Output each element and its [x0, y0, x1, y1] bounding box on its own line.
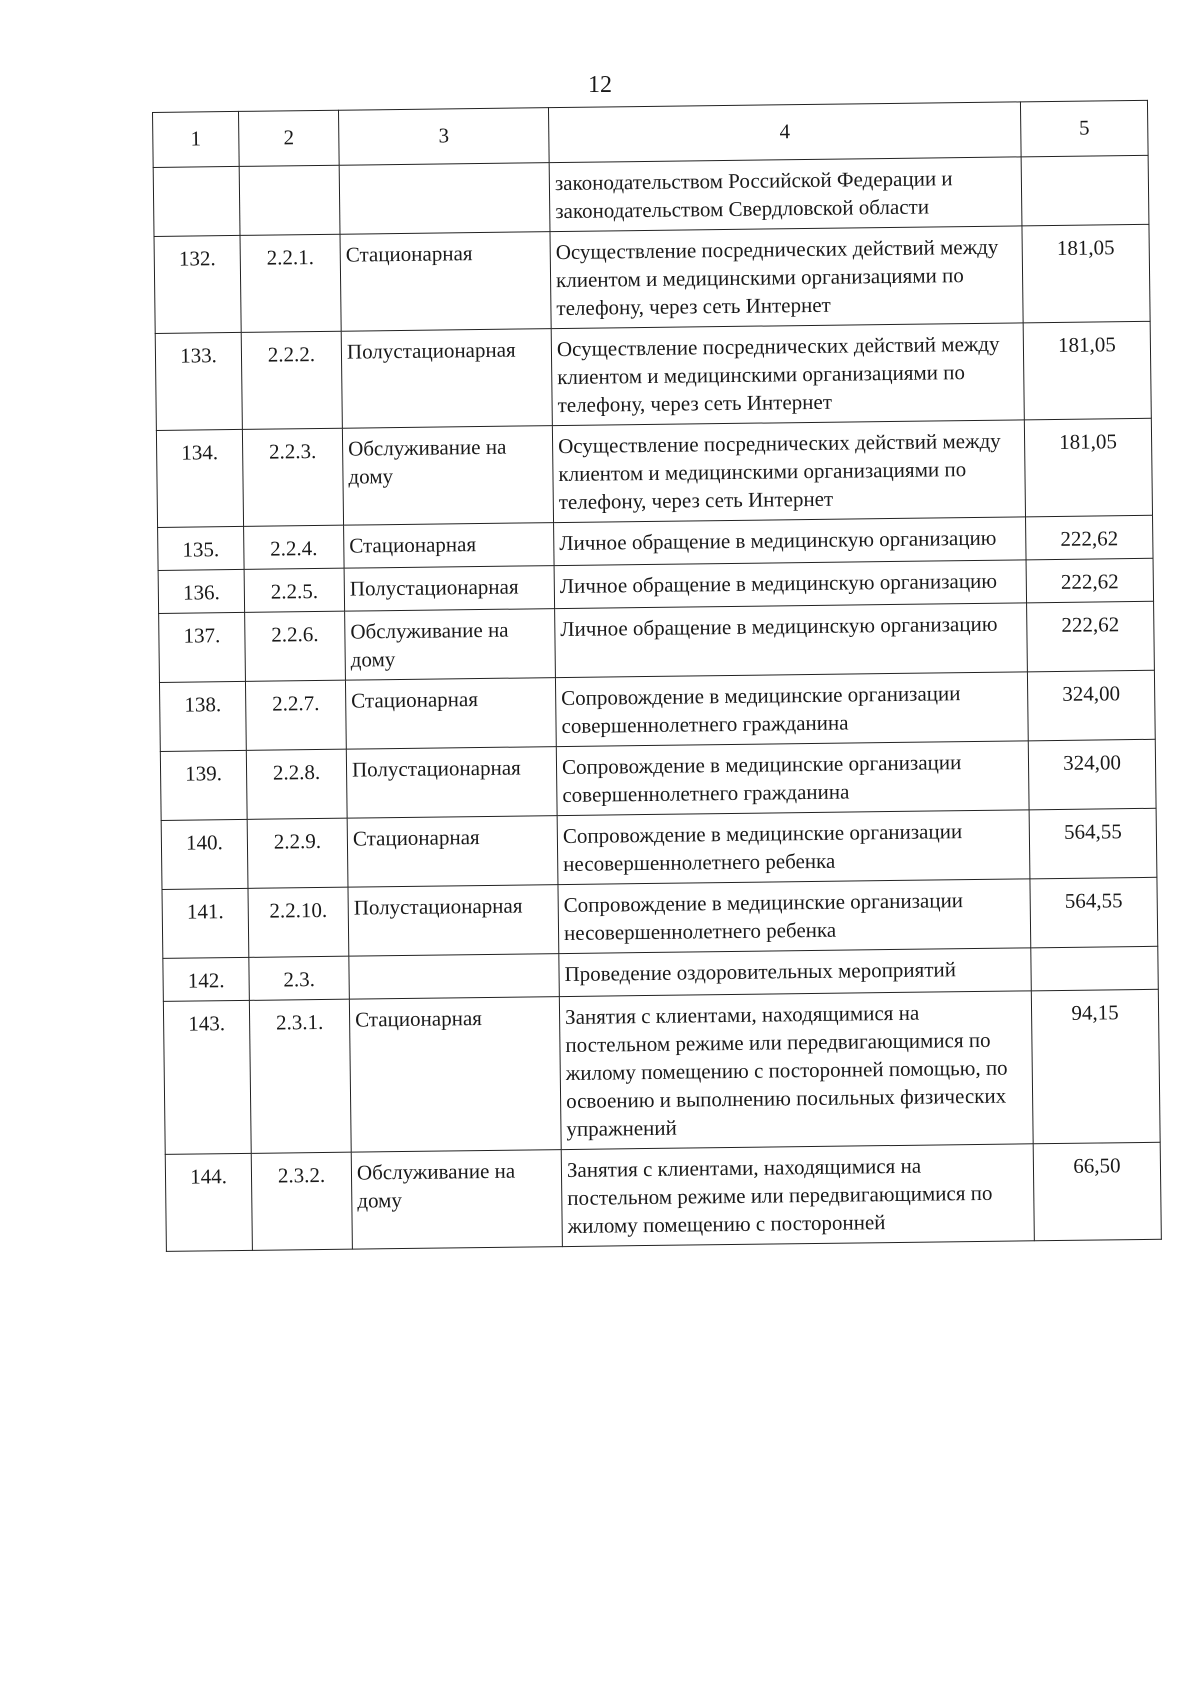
service-code: 2.3.1.	[249, 999, 351, 1153]
service-form: Обслуживание на дому	[342, 426, 553, 526]
table-row	[160, 739, 1156, 820]
row-number: 138.	[159, 681, 246, 751]
table-row	[159, 670, 1155, 751]
column-header-3: 3	[338, 108, 549, 166]
service-form: Полустационарная	[341, 329, 552, 429]
service-form: Обслуживание на дому	[351, 1150, 562, 1250]
table-row	[165, 1142, 1161, 1251]
service-code: 2.2.3.	[242, 428, 343, 526]
service-price: 222,62	[1027, 601, 1155, 672]
service-price: 181,05	[1022, 224, 1150, 323]
table-row	[153, 155, 1149, 236]
service-code: 2.2.9.	[247, 818, 348, 888]
service-price: 564,55	[1029, 808, 1157, 879]
service-code: 2.2.1.	[240, 234, 341, 332]
service-price	[1021, 155, 1149, 226]
service-code: 2.2.7.	[245, 680, 346, 750]
service-price: 181,05	[1023, 321, 1151, 420]
column-header-1: 1	[153, 111, 240, 167]
table-row	[154, 224, 1150, 333]
row-number: 142.	[163, 957, 250, 1001]
service-code: 2.3.	[249, 956, 350, 1000]
service-code: 2.3.2.	[251, 1152, 352, 1250]
row-number: 141.	[162, 888, 249, 958]
service-name: Занятия с клиентами, находящимися на постельном режиме или передвигающимися по жилому помещению с посторонней	[561, 1144, 1034, 1247]
page-number: 12	[588, 72, 612, 98]
row-number: 140.	[161, 819, 248, 889]
service-price: 222,62	[1026, 515, 1154, 560]
row-number: 136.	[158, 569, 245, 613]
row-number: 133.	[155, 332, 242, 430]
row-number: 135.	[158, 526, 245, 570]
row-number: 139.	[160, 750, 247, 820]
table-body	[153, 155, 1161, 1251]
service-name: Осуществление посреднических действий между клиентом и медицинскими организациями по телефону, через сеть Интернет	[551, 323, 1024, 426]
service-name: Сопровождение в медицинские организации несовершеннолетнего ребенка	[557, 810, 1030, 885]
service-code: 2.2.5.	[244, 568, 345, 612]
service-name: Проведение оздоровительных мероприятий	[559, 948, 1031, 997]
service-price: 324,00	[1027, 670, 1155, 741]
service-price: 324,00	[1028, 739, 1156, 810]
service-form: Стационарная	[349, 997, 561, 1153]
service-price: 181,05	[1024, 418, 1152, 517]
tariff-table	[152, 100, 1162, 1252]
service-form: Полустационарная	[348, 885, 559, 957]
service-name: Сопровождение в медицинские организации совершеннолетнего гражданина	[555, 672, 1028, 747]
table-row	[155, 321, 1151, 430]
service-name: Личное обращение в медицинскую организацию	[555, 603, 1028, 678]
service-price	[1031, 946, 1159, 991]
service-name: Осуществление посреднических действий между клиентом и медицинскими организациями по телефону, через сеть Интернет	[552, 420, 1025, 523]
service-form: Полустационарная	[346, 747, 557, 819]
row-number: 137.	[159, 612, 246, 682]
service-form: Стационарная	[344, 523, 555, 569]
column-header-2: 2	[238, 110, 339, 166]
service-name: Занятия с клиентами, находящимися на постельном режиме или передвигающимися по жилому помещению с посторонней помощью, по освоению и выполнению посильных физических упражнений	[559, 991, 1033, 1150]
service-price: 564,55	[1030, 877, 1158, 948]
table-row	[163, 989, 1160, 1154]
table-row	[159, 601, 1155, 682]
row-number: 143.	[163, 1000, 251, 1154]
service-code: 2.2.8.	[246, 749, 347, 819]
service-form	[349, 954, 560, 1000]
service-price: 222,62	[1026, 558, 1154, 603]
service-form: Стационарная	[340, 232, 551, 332]
service-name: законодательством Российской Федерации и законодательством Свердловской области	[549, 157, 1022, 232]
service-form: Обслуживание на дому	[345, 609, 556, 681]
service-name: Сопровождение в медицинские организации несовершеннолетнего ребенка	[558, 879, 1031, 954]
service-name: Личное обращение в медицинскую организацию	[554, 517, 1026, 566]
service-form	[339, 163, 550, 235]
service-code: 2.2.10.	[248, 887, 349, 957]
service-form: Полустационарная	[344, 566, 555, 612]
service-code: 2.2.2.	[241, 331, 342, 429]
service-code: 2.2.4.	[244, 525, 345, 569]
column-header-4: 4	[548, 102, 1021, 163]
row-number: 132.	[154, 235, 241, 333]
service-name: Осуществление посреднических действий между клиентом и медицинскими организациями по телефону, через сеть Интернет	[550, 226, 1023, 329]
service-name: Сопровождение в медицинские организации совершеннолетнего гражданина	[556, 741, 1029, 816]
table-row	[156, 418, 1152, 527]
row-number: 144.	[165, 1153, 252, 1251]
service-form: Стационарная	[347, 816, 558, 888]
service-name: Личное обращение в медицинскую организацию	[554, 560, 1026, 609]
table-row	[161, 808, 1157, 889]
service-form: Стационарная	[345, 678, 556, 750]
service-code	[239, 165, 340, 235]
service-price: 94,15	[1031, 989, 1160, 1144]
service-code: 2.2.6.	[245, 611, 346, 681]
row-number	[153, 166, 240, 236]
service-price: 66,50	[1033, 1142, 1161, 1241]
column-header-5: 5	[1020, 100, 1148, 157]
table-row	[162, 877, 1158, 958]
row-number: 134.	[156, 429, 243, 527]
